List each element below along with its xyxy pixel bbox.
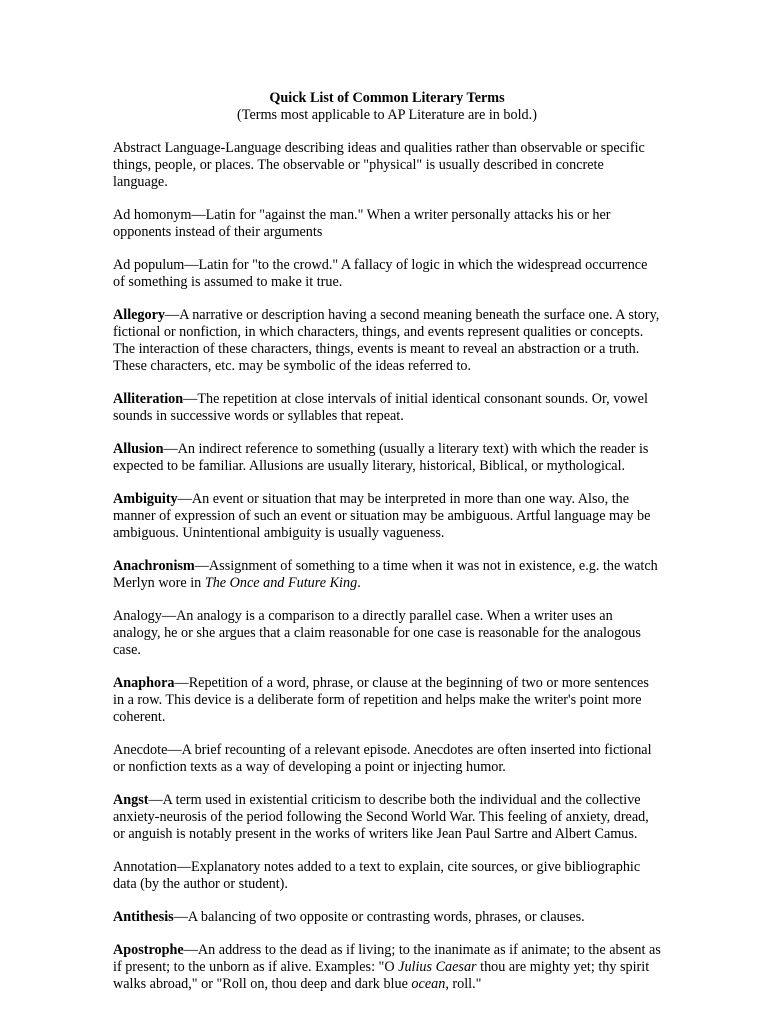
definition: An address to the dead as if living; to the inanimate as if animate; to the absent as if present; to the unborn as if alive. Examples: "O <box>113 942 661 975</box>
separator: — <box>183 391 198 407</box>
definition: An analogy is a comparison to a directly parallel case. When a writer uses an analogy, he or she argues that a claim reasonable for one case is reasonable for the analogous case. <box>113 608 641 658</box>
separator: — <box>174 675 189 691</box>
separator: — <box>184 257 199 273</box>
separator: — <box>194 558 209 574</box>
term: Anecdote <box>113 742 168 758</box>
term: Allusion <box>113 441 164 457</box>
book-title: The Once and Future King <box>204 575 358 591</box>
play-title: Julius Caesar <box>398 959 477 975</box>
definition: A balancing of two opposite or contrasting words, phrases, or clauses. <box>187 909 585 925</box>
definition: An event or situation that may be interpreted in more than one way. Also, the manner of expression of such an event or situation may be ambiguous. Artful language may be ambiguous. Unintentional ambiguity is usually vagueness. <box>113 491 651 541</box>
separator: — <box>165 307 180 323</box>
document-page <box>113 90 661 1009</box>
emphasized-word: ocean <box>411 976 446 992</box>
separator: — <box>183 942 198 958</box>
entry-annotation <box>113 859 661 893</box>
term: Allegory <box>113 307 166 323</box>
term: Annotation <box>113 859 177 875</box>
term: Anaphora <box>113 675 175 691</box>
entry-ad-homonym <box>113 207 661 241</box>
entry-anecdote <box>113 742 661 776</box>
entry-abstract-language <box>113 140 661 191</box>
entry-angst <box>113 792 661 843</box>
separator: — <box>167 742 182 758</box>
entry-analogy <box>113 608 661 659</box>
term: Antithesis <box>113 909 174 925</box>
separator: — <box>163 441 178 457</box>
definition: A term used in existential criticism to describe both the individual and the collective anxiety-neurosis of the period following the Second World War. This feeling of anxiety, dread, or anguish is notably present in the works of writers like Jean Paul Sartre and Albert Camus. <box>113 792 649 842</box>
separator: — <box>161 608 177 624</box>
entry-alliteration <box>113 391 661 425</box>
entry-anaphora <box>113 675 661 726</box>
separator: - <box>220 140 226 156</box>
term: Ad populum <box>113 257 185 273</box>
definition: Repetition of a word, phrase, or clause at the beginning of two or more sentences in a row. This device is a deliberate form of repetition and helps make the writer's point more coherent. <box>113 675 649 725</box>
separator: — <box>148 792 163 808</box>
entry-allusion <box>113 441 661 475</box>
term: Ambiguity <box>113 491 178 507</box>
definition-end: , roll." <box>445 976 482 992</box>
definition: Assignment of something to a time when it was not in existence, e.g. the watch Merlyn wore in <box>113 558 658 591</box>
definition: A brief recounting of a relevant episode. Anecdotes are often inserted into fictional or nonfiction texts as a way of developing a point or injecting humor. <box>113 742 652 775</box>
separator: — <box>173 909 188 925</box>
term: Ad homonym <box>113 207 192 223</box>
definition: Language describing ideas and qualities rather than observable or specific things, people, or places. The observable or "physical" is usually described in concrete language. <box>113 140 645 190</box>
separator: — <box>176 859 192 875</box>
entry-ad-populum <box>113 257 661 291</box>
separator: — <box>177 491 192 507</box>
entry-antithesis <box>113 909 661 926</box>
definition-end: . <box>357 575 361 591</box>
definition-continued: thou are mighty yet; thy spirit walks abroad," or "Roll on, thou deep and dark blue <box>113 959 650 992</box>
entry-ambiguity <box>113 491 661 542</box>
definition: Latin for "to the crowd." A fallacy of logic in which the widespread occurrence of something is assumed to make it true. <box>113 257 648 290</box>
term: Apostrophe <box>113 942 184 958</box>
definition: A narrative or description having a second meaning beneath the surface one. A story, fictional or nonfiction, in which characters, things, and events represent qualities or concepts. The interaction of these characters, things, events is meant to reveal an abstraction or a truth. These characters, etc. may be symbolic of the ideas referred to. <box>113 307 660 374</box>
definition: Explanatory notes added to a text to explain, cite sources, or give bibliographic data (by the author or student). <box>113 859 641 892</box>
term: Analogy <box>113 608 162 624</box>
term: Anachronism <box>113 558 195 574</box>
term: Abstract Language <box>113 140 221 156</box>
entry-allegory <box>113 307 661 375</box>
definition: An indirect reference to something (usually a literary text) with which the reader is expected to be familiar. Allusions are usually literary, historical, Biblical, or mythological. <box>113 441 649 474</box>
page-title: Quick List of Common Literary Terms <box>269 90 505 106</box>
definition: Latin for "against the man." When a writer personally attacks his or her opponents instead of their arguments <box>113 207 611 240</box>
term: Alliteration <box>113 391 184 407</box>
definition: The repetition at close intervals of initial identical consonant sounds. Or, vowel sounds in successive words or syllables that repeat. <box>113 391 648 424</box>
separator: — <box>191 207 206 223</box>
term: Angst <box>113 792 149 808</box>
page-subtitle: (Terms most applicable to AP Literature are in bold.) <box>237 107 537 123</box>
entry-apostrophe <box>113 942 661 993</box>
entry-anachronism <box>113 558 661 592</box>
